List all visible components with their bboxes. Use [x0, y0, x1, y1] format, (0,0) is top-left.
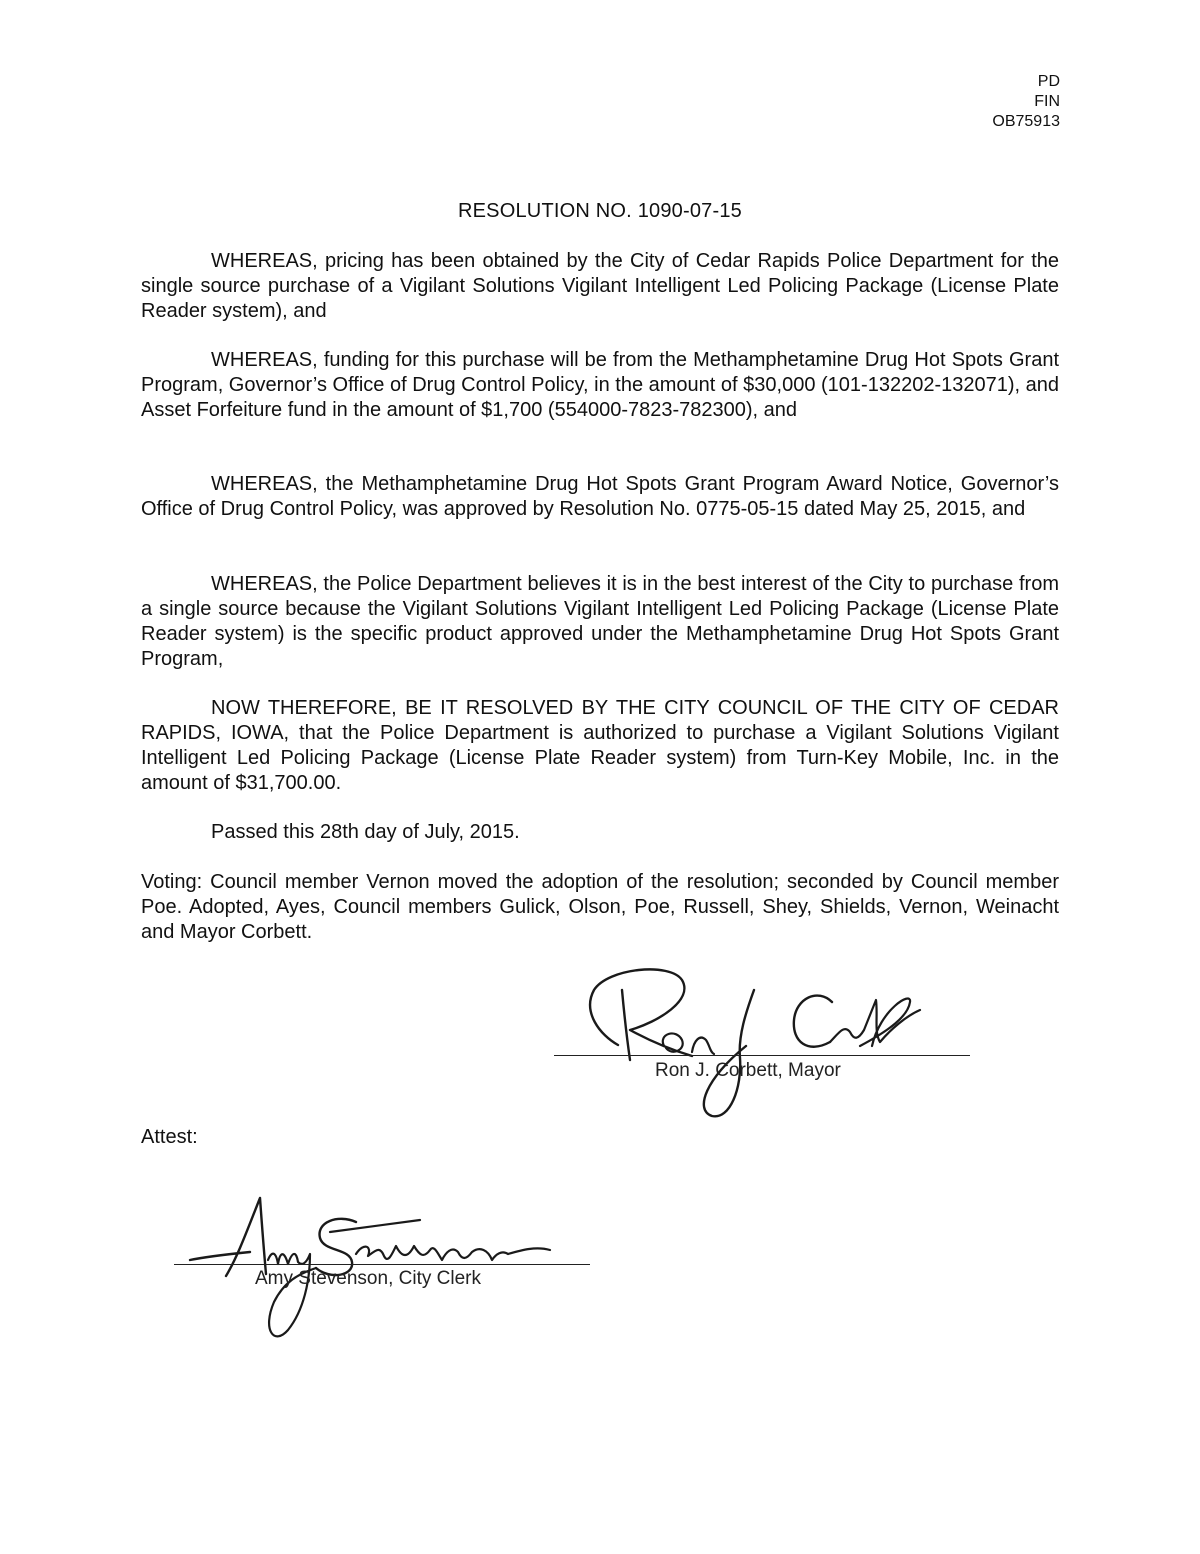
mayor-signature-stroke-on [663, 1033, 714, 1054]
resolution-title: RESOLUTION NO. 1090-07-15 [458, 200, 742, 222]
mayor-signature-image [560, 950, 980, 1130]
clerk-signature-stroke-t [330, 1220, 420, 1232]
mayor-signature-stroke-r-stem [622, 990, 630, 1060]
clerk-signature-stroke-s [316, 1219, 356, 1275]
routing-codes [992, 72, 1060, 132]
clerk-signature-stroke-tail [508, 1248, 550, 1254]
whereas-paragraph-award-notice: WHEREAS, the Methamphetamine Drug Hot Spots Grant Program Award Notice, Governor’s Office of Drug Control Policy, was approved by Resolution No. 0775-05-15 dated May 25, 2015, and [141, 473, 1059, 520]
clerk-signature-stroke-my [268, 1254, 316, 1337]
clerk-name-title: Amy Stevenson, City Clerk [255, 1268, 481, 1289]
mayor-signature-stroke-j [704, 990, 754, 1116]
clerk-signature-stroke-evenson [356, 1246, 508, 1260]
whereas-paragraph-pricing: WHEREAS, pricing has been obtained by the City of Cedar Rapids Police Department for the single source purchase of a Vigilant Solutions Vigilant Intelligent Led Policing Package (License Plate Reader system), and [141, 250, 1059, 322]
attest-label: Attest: [141, 1126, 198, 1148]
routing-code-fin: FIN [1034, 93, 1060, 110]
clerk-signature-image [170, 1180, 590, 1350]
mayor-name-title: Ron J. Corbett, Mayor [655, 1060, 841, 1081]
whereas-paragraph-single-source: WHEREAS, the Police Department believes it is in the best interest of the City to purchase from a single source because the Vigilant Solutions Vigilant Intelligent Led Policing Package (License Plate Reader system) is the specific product approved under the Methamphetamine Drug Hot Spots Grant Program, [141, 573, 1059, 670]
mayor-signature-stroke-r [590, 969, 692, 1056]
whereas-paragraph-funding: WHEREAS, funding for this purchase will be from the Methamphetamine Drug Hot Spots Grant Program, Governor’s Office of Drug Control Policy, in the amount of $30,000 (101-132202-132071), and Asset Forfeiture fund in the amount of $1,700 (554000-7823-782300), and [141, 349, 1059, 421]
mayor-signature-line [554, 1055, 970, 1056]
mayor-signature-stroke-c [794, 996, 832, 1047]
passed-date: Passed this 28th day of July, 2015. [211, 821, 520, 843]
clerk-signature-line [174, 1264, 590, 1265]
resolved-paragraph: NOW THEREFORE, BE IT RESOLVED BY THE CITY COUNCIL OF THE CITY OF CEDAR RAPIDS, IOWA, that the Police Department is authorized to purchase a Vigilant Solutions Vigilant Intelligent Led Policing Package (License Plate Reader system) from Turn-Key Mobile, Inc. in the amount of $31,700.00. [141, 697, 1059, 794]
routing-code-pd: PD [1037, 73, 1060, 90]
voting-record: Voting: Council member Vernon moved the adoption of the resolution; seconded by Council member Poe. Adopted, Ayes, Council members Gulick, Olson, Poe, Russell, Shey, Shields, Vernon, Weinacht and Mayor Corbett. [141, 871, 1059, 943]
routing-code-ob: OB75913 [992, 113, 1060, 130]
